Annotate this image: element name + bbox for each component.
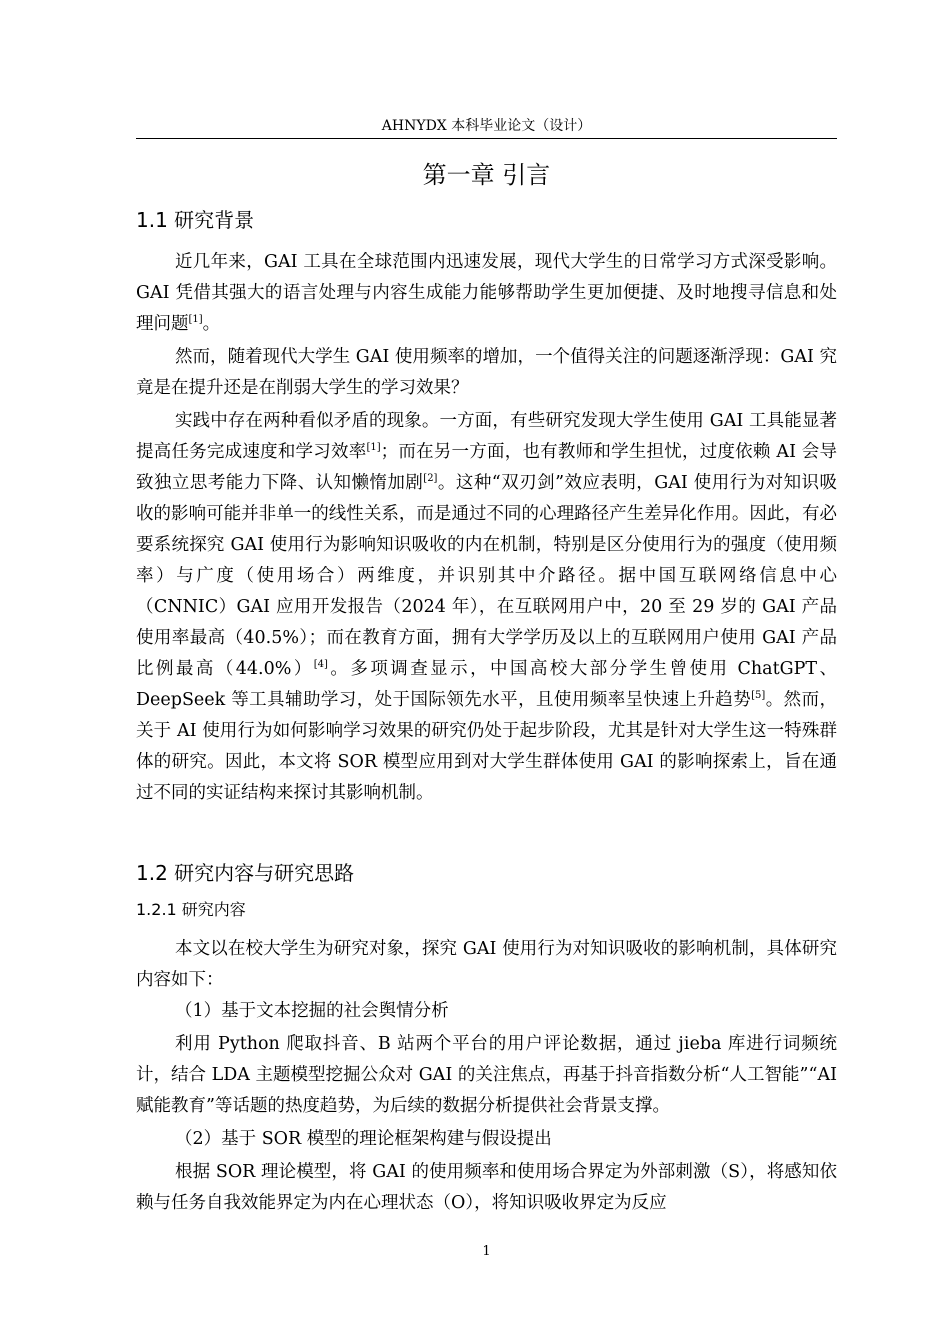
paragraph-content-intro: 本文以在校大学生为研究对象，探究 GAI 使用行为对知识吸收的影响机制，具体研究内容如下： <box>136 939 837 990</box>
list-item-2: （2）基于 SOR 模型的理论框架构建与假设提出 <box>175 1129 552 1149</box>
citation: [1] <box>366 442 381 453</box>
paragraph-background-1: 近几年来，GAI 工具在全球范围内迅速发展，现代大学生的日常学习方式深受影响。GAI 凭借其强大的语言处理与内容生成能力能够帮助学生更加便捷、及时地搜寻信息和处理问题[1]。 <box>136 252 837 334</box>
running-header: AHNYDX 本科毕业论文（设计） <box>381 118 592 134</box>
section-heading-1-1: 1.1 研究背景 <box>136 208 255 232</box>
header-divider <box>136 138 837 139</box>
paragraph-background-2: 然而，随着现代大学生 GAI 使用频率的增加，一个值得关注的问题逐渐浮现：GAI 究竟是在提升还是在削弱大学生的学习效果？ <box>136 347 837 398</box>
paragraph-sor-model: 根据 SOR 理论模型，将 GAI 的使用频率和使用场合界定为外部刺激（S），将感知依赖与任务自我效能界定为内在心理状态（O），将知识吸收界定为反应 <box>136 1162 837 1213</box>
citation: [2] <box>423 473 438 484</box>
page-number: 1 <box>482 1244 491 1259</box>
paragraph-background-3: 实践中存在两种看似矛盾的现象。一方面，有些研究发现大学生使用 GAI 工具能显著提高任务完成速度和学习效率[1]；而在另一方面，也有教师和学生担忧，过度依赖 AI 会导致独立思考能力下降、认知懒惰加剧[2]。这种“双刃剑”效应表明，GAI 使用行为对知识吸收的影响可能并非单一的线性关系，而是通过不同的心理路径产生差异化作用。因此，有必要系统探究 GAI 使用行为影响知识吸收的内在机制，特别是区分使用行为的强度（使用频率）与广度（使用场合）两维度，并识别其中介路径。据中国互联网络信息中心（CNNIC）GAI 应用开发报告（2024 年），在互联网用户中，20 至 29 岁的 GAI 产品使用率最高（40.5%）；而在教育方面，拥有大学学历及以上的互联网用户使用 GAI 产品比例最高（44.0%）[4]。多项调查显示，中国高校大部分学生曾使用 ChatGPT、DeepSeek 等工具辅助学习，处于国际领先水平，且使用频率呈快速上升趋势[5]。然而，关于 AI 使用行为如何影响学习效果的研究仍处于起步阶段，尤其是针对大学生这一特殊群体的研究。因此，本文将 SOR 模型应用到对大学生群体使用 GAI 的影响探索上，旨在通过不同的实证结构来探讨其影响机制。 <box>136 411 838 803</box>
subsection-heading-1-2-1: 1.2.1 研究内容 <box>136 900 246 919</box>
chapter-title: 第一章 引言 <box>422 161 551 189</box>
citation: [5] <box>751 690 766 701</box>
list-item-1: （1）基于文本挖掘的社会舆情分析 <box>175 1001 449 1021</box>
citation: [1] <box>188 314 203 325</box>
citation: [4] <box>313 659 328 670</box>
section-heading-1-2: 1.2 研究内容与研究思路 <box>136 861 355 885</box>
paragraph-text-mining: 利用 Python 爬取抖音、B 站两个平台的用户评论数据，通过 jieba 库进行词频统计，结合 LDA 主题模型挖掘公众对 GAI 的关注焦点，再基于抖音指数分析“人工智能”“AI 赋能教育”等话题的热度趋势，为后续的数据分析提供社会背景支撑。 <box>136 1034 837 1116</box>
